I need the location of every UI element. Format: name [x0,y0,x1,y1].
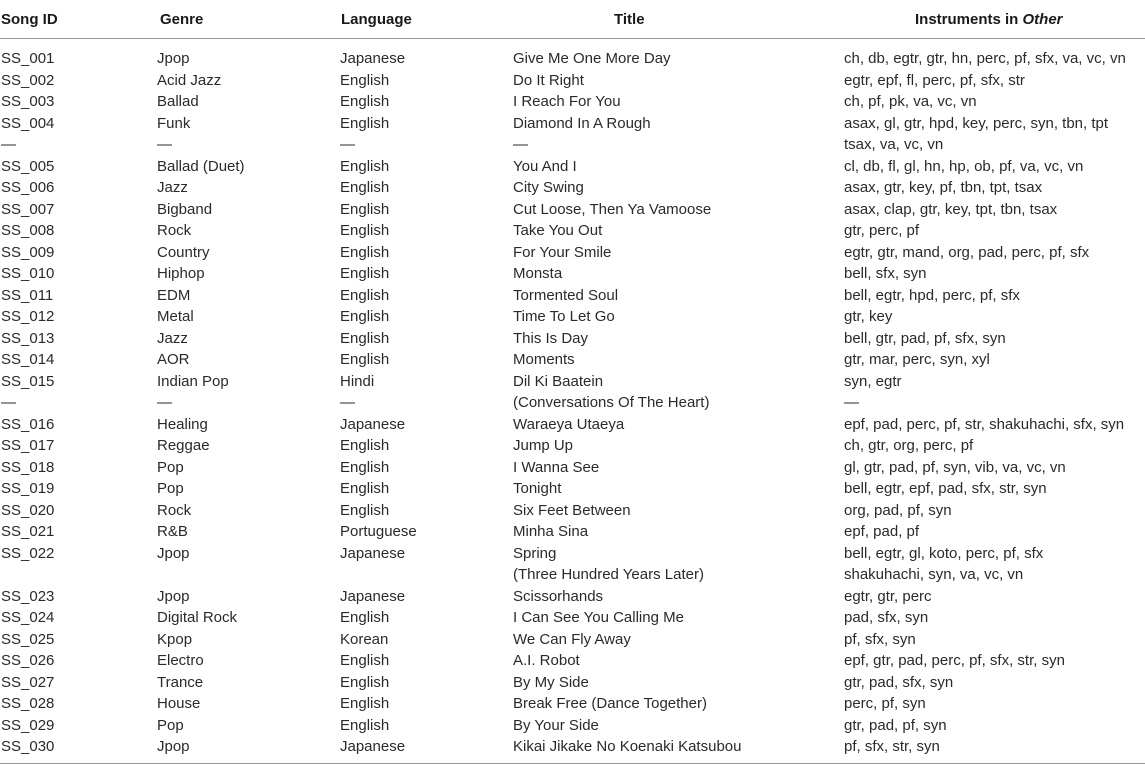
cell-language: English [340,673,390,691]
cell-song-id: — [1,136,16,153]
cell-title: We Can Fly Away [513,630,631,648]
cell-song-id: SS_008 [1,222,55,239]
cell-genre: Pop [157,458,184,476]
cell-song-id: SS_028 [1,695,55,712]
header-title: Title [512,0,843,39]
cell-genre: Metal [157,308,194,325]
table-row [0,48,1145,70]
cell-title: Jump Up [513,437,574,454]
table-row [0,736,1145,758]
cell-language: Japanese [340,587,406,605]
cell-language: English [340,480,390,497]
cell-title: Six Feet Between [513,501,631,519]
cell-language [338,564,512,586]
cell-instruments: gtr, perc, pf [844,222,920,239]
cell-language: English [340,243,390,261]
cell-genre: Electro [157,652,204,669]
table-row [0,156,1145,178]
cell-language: English [340,114,390,132]
cell-instruments: pf, sfx, syn [844,630,916,648]
cell-title: City Swing [513,179,584,196]
cell-instruments: ch, db, egtr, gtr, hn, perc, pf, sfx, va, vc, vn [844,50,1126,67]
cell-instruments: gtr, pad, sfx, syn [844,673,954,691]
cell-song-id: SS_025 [1,630,55,648]
cell-title: Tormented Soul [513,286,619,304]
cell-language: English [340,157,390,175]
cell-language: English [340,286,390,304]
table-row [0,328,1145,350]
cell-genre: R&B [157,523,188,540]
cell-genre: House [157,695,201,712]
table-row [0,349,1145,371]
cell-song-id: SS_001 [1,50,55,67]
cell-language: Japanese [340,415,406,433]
cell-language: English [340,501,390,519]
cell-instruments: gtr, key [844,308,893,325]
header-instruments [843,0,1145,39]
cell-title: Kikai Jikake No Koenaki Katsubou [513,738,742,755]
table-row [0,650,1145,672]
cell-song-id: SS_027 [1,673,55,691]
cell-instruments: asax, gtr, key, pf, tbn, tpt, tsax [844,179,1043,196]
cell-song-id: SS_011 [1,286,54,304]
cell-title: (Conversations Of The Heart) [513,394,710,411]
cell-genre: EDM [157,286,191,304]
cell-instruments: shakuhachi, syn, va, vc, vn [844,566,1024,583]
cell-title: Take You Out [513,222,603,239]
cell-song-id: SS_018 [1,458,55,476]
cell-song-id: SS_005 [1,157,55,175]
cell-genre: Jpop [157,50,190,67]
cell-genre: Pop [157,480,184,497]
cell-title: By Your Side [513,716,599,734]
table-row [0,457,1145,479]
cell-genre: Digital Rock [157,609,238,626]
table-row [0,263,1145,285]
table-row [0,521,1145,543]
table-row [0,70,1145,92]
cell-song-id: SS_022 [1,544,55,562]
cell-genre: Funk [157,114,191,132]
cell-language: English [340,179,390,196]
table-row [0,414,1145,436]
table-row [0,543,1145,565]
cell-instruments: — [844,394,859,411]
cell-title: Spring [513,544,557,562]
cell-language: — [340,394,355,411]
cell-title: (Three Hundred Years Later) [513,566,704,583]
cell-language: English [340,458,390,476]
cell-song-id: SS_015 [1,372,55,390]
cell-title: Cut Loose, Then Ya Vamoose [513,200,712,218]
cell-genre: Kpop [157,630,193,648]
cell-genre: — [157,136,172,153]
cell-genre: Pop [157,716,184,734]
cell-instruments: pad, sfx, syn [844,609,929,626]
cell-title: This Is Day [513,329,589,347]
cell-song-id: SS_010 [1,265,55,282]
table-row [0,693,1145,715]
cell-genre: Country [157,243,210,261]
cell-instruments: epf, pad, perc, pf, str, shakuhachi, sfx, syn [844,415,1125,433]
cell-language: English [340,200,390,218]
cell-instruments: epf, gtr, pad, perc, pf, sfx, str, syn [844,652,1065,669]
cell-instruments: pf, sfx, str, syn [844,738,940,755]
spacer-row [0,39,1145,49]
cell-genre: Rock [157,222,192,239]
cell-language: English [340,222,390,239]
table-row [0,478,1145,500]
cell-instruments: gtr, pad, pf, syn [844,716,947,734]
cell-language: Japanese [340,544,406,562]
cell-language: Korean [340,630,389,648]
cell-language: English [340,71,390,89]
table-row [0,392,1145,414]
cell-title: A.I. Robot [513,652,580,669]
cell-song-id: SS_003 [1,93,55,110]
header-instruments-prefix: Instruments in [915,10,1023,28]
table-row [0,91,1145,113]
cell-language: Japanese [340,738,406,755]
cell-language: English [340,93,390,110]
cell-genre: Jpop [157,544,190,562]
cell-genre: AOR [157,351,190,368]
table-row [0,177,1145,199]
cell-title: Tonight [513,480,562,497]
table-row [0,607,1145,629]
table-row [0,715,1145,737]
table-row [0,371,1145,393]
cell-song-id: SS_012 [1,308,55,325]
cell-genre: — [157,394,172,411]
cell-title: I Can See You Calling Me [513,609,684,626]
cell-language: English [340,652,390,669]
cell-language: English [340,265,390,282]
cell-instruments: bell, egtr, hpd, perc, pf, sfx [844,286,1020,304]
cell-song-id: SS_016 [1,415,55,433]
cell-song-id: SS_023 [1,587,55,605]
cell-language: English [340,308,390,325]
table-row [0,242,1145,264]
cell-instruments: epf, pad, pf [844,523,920,540]
cell-instruments: org, pad, pf, syn [844,501,952,519]
cell-title: Break Free (Dance Together) [513,695,707,712]
cell-song-id: SS_006 [1,179,55,196]
cell-title: Do It Right [513,71,584,89]
table-row [0,306,1145,328]
cell-title: I Reach For You [513,93,621,110]
table-body [0,39,1145,758]
cell-instruments: egtr, gtr, perc [844,587,932,605]
cell-song-id: SS_013 [1,329,55,347]
cell-song-id: SS_020 [1,501,55,519]
cell-genre: Jazz [157,329,188,347]
cell-title: Waraeya Utaeya [513,415,625,433]
table-row [0,672,1145,694]
cell-title: — [513,136,528,153]
cell-song-id: SS_030 [1,738,55,755]
cell-instruments: asax, gl, gtr, hpd, key, perc, syn, tbn, tpt [844,114,1109,132]
cell-instruments: cl, db, fl, gl, hn, hp, ob, pf, va, vc, vn [844,157,1084,175]
cell-instruments: egtr, gtr, mand, org, pad, perc, pf, sfx [844,243,1090,261]
cell-title: Monsta [513,265,563,282]
cell-title: Moments [513,351,575,368]
cell-genre: Healing [157,415,208,433]
cell-song-id: SS_004 [1,114,55,132]
cell-genre [148,564,338,586]
header-song-id: Song ID [0,0,148,39]
header-genre: Genre [148,0,338,39]
cell-song-id [0,564,148,586]
cell-song-id: SS_024 [1,609,55,626]
cell-title: Time To Let Go [513,308,615,325]
cell-language: — [340,136,355,153]
table-row [0,586,1145,608]
cell-title: For Your Smile [513,243,612,261]
cell-title: Dil Ki Baatein [513,372,604,390]
table-row [0,220,1145,242]
table-row [0,435,1145,457]
cell-genre: Jazz [157,179,188,196]
cell-genre: Ballad [157,93,199,110]
table-row [0,113,1145,135]
cell-song-id: SS_017 [1,437,55,454]
cell-instruments: bell, gtr, pad, pf, sfx, syn [844,329,1006,347]
cell-title: Minha Sina [513,523,589,540]
cell-genre: Jpop [157,587,190,605]
cell-instruments: bell, egtr, gl, koto, perc, pf, sfx [844,544,1044,562]
cell-song-id: SS_019 [1,480,55,497]
table-row [0,199,1145,221]
bottom-rule [0,763,1145,764]
cell-title: Diamond In A Rough [513,114,651,132]
cell-language: English [340,437,390,454]
cell-genre: Hiphop [157,265,205,282]
cell-language: English [340,716,390,734]
cell-language: Japanese [340,50,406,67]
header-instruments-italic: Other [1022,10,1063,28]
cell-song-id: — [1,394,16,411]
cell-instruments: ch, gtr, org, perc, pf [844,437,974,454]
table-row [0,134,1145,156]
cell-song-id: SS_009 [1,243,55,261]
cell-genre: Trance [157,673,204,691]
cell-instruments: tsax, va, vc, vn [844,136,944,153]
cell-song-id: SS_021 [1,523,55,540]
cell-song-id: SS_014 [1,351,55,368]
cell-title: By My Side [513,673,589,691]
table-row [0,500,1145,522]
cell-genre: Ballad (Duet) [157,157,245,175]
cell-title: Scissorhands [513,587,604,605]
cell-language: English [340,329,390,347]
cell-language: Hindi [340,372,375,390]
cell-genre: Reggae [157,437,210,454]
cell-instruments: gtr, mar, perc, syn, xyl [844,351,990,368]
cell-song-id: SS_029 [1,716,55,734]
cell-genre: Bigband [157,200,213,218]
cell-language: English [340,609,390,626]
cell-instruments: perc, pf, syn [844,695,926,712]
cell-song-id: SS_026 [1,652,55,669]
header-language: Language [338,0,512,39]
cell-genre: Indian Pop [157,372,229,390]
cell-instruments: asax, clap, gtr, key, tpt, tbn, tsax [844,200,1058,218]
cell-genre: Acid Jazz [157,71,222,89]
cell-title: I Wanna See [513,458,600,476]
table-row [0,564,1145,586]
cell-language: Portuguese [340,523,417,540]
cell-instruments: ch, pf, pk, va, vc, vn [844,93,977,110]
cell-title: Give Me One More Day [513,50,671,67]
cell-instruments: syn, egtr [844,372,902,390]
cell-title: You And I [513,157,577,175]
cell-instruments: egtr, epf, fl, perc, pf, sfx, str [844,71,1025,89]
cell-genre: Rock [157,501,192,519]
cell-language: English [340,695,390,712]
cell-song-id: SS_007 [1,200,55,218]
cell-language: English [340,351,390,368]
table-row [0,629,1145,651]
table-row [0,285,1145,307]
cell-instruments: gl, gtr, pad, pf, syn, vib, va, vc, vn [844,458,1066,476]
cell-instruments: bell, egtr, epf, pad, sfx, str, syn [844,480,1047,497]
cell-instruments: bell, sfx, syn [844,265,927,282]
cell-genre: Jpop [157,738,190,755]
cell-song-id: SS_002 [1,71,55,89]
header-row [0,0,1145,39]
